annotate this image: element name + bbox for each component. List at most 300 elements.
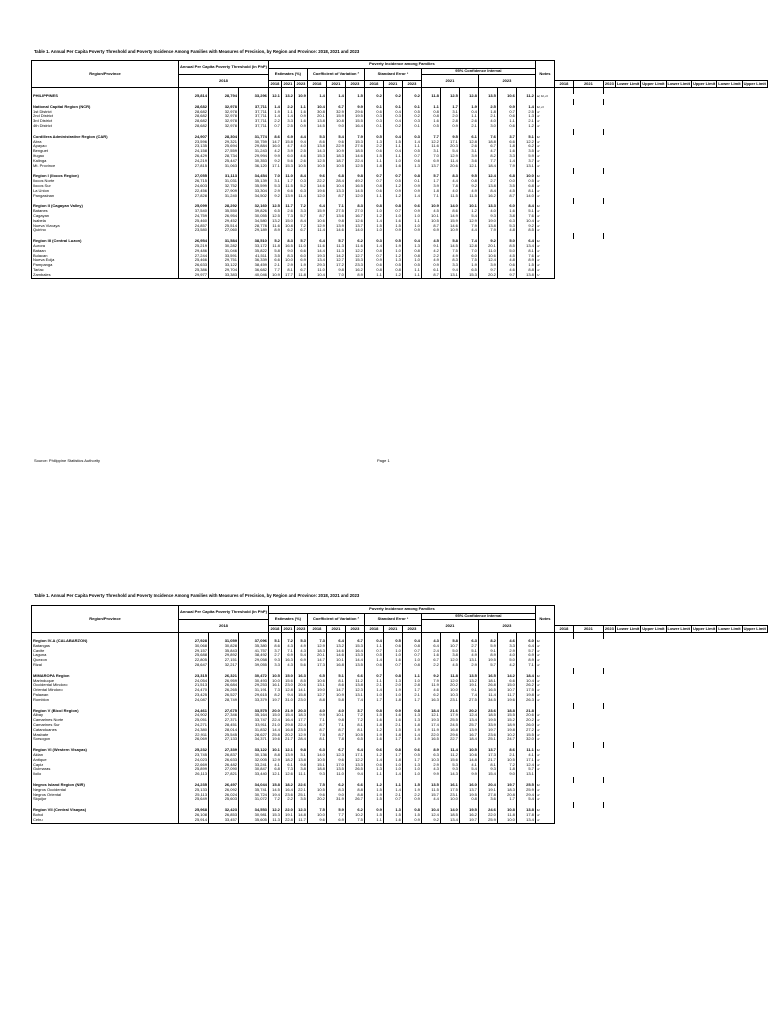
value-cell: 9.1 [421,244,440,249]
value-cell: 1.1 [402,268,421,273]
value-cell: 7.2 [268,797,281,802]
value-cell: 29,704 [208,268,238,273]
value-cell: 1.1 [364,194,383,199]
value-cell: 27,060 [208,228,238,233]
value-cell: 9.8 [294,763,307,768]
value-cell: 0.7 [497,110,516,115]
row-label: Aklan [32,753,179,758]
value-cell: 0.6 [402,748,421,753]
value-cell: 29,452 [208,219,238,224]
value-cell: 3.5 [497,184,516,189]
value-cell: 0.9 [421,263,440,268]
value-cell: 5.0 [497,658,516,663]
value-cell: 31,584 [208,239,238,244]
value-cell: 16.8 [440,728,459,733]
value-cell: 1.5 [345,94,364,99]
value-cell: 16.0 [268,144,281,149]
value-cell: 26.7 [345,797,364,802]
row-label: Negros Occidental [32,788,179,793]
poverty-table [31,60,768,279]
value-cell: 23,135 [179,144,209,149]
value-cell: 17.2 [326,263,345,268]
row-label: Capiz [32,763,179,768]
value-cell: 13.8 [478,184,497,189]
value-cell: 6.7 [326,748,345,753]
row-label: Cavite [32,649,179,654]
notes-cell: d/ [535,254,554,259]
value-cell: 13.7 [345,224,364,229]
value-cell: 1.4 [364,244,383,249]
value-cell: 8.6 [326,683,345,688]
value-cell: 28,014 [208,728,238,733]
value-cell: 33,911 [238,723,268,728]
value-cell: 30,136 [238,753,268,758]
value-cell: 8.7 [307,214,326,219]
value-cell: 3.3 [440,263,459,268]
value-cell: 2.9 [497,649,516,654]
value-cell: 8.1 [345,723,364,728]
value-cell: 0.6 [364,748,383,753]
value-cell: 12.7 [345,254,364,259]
value-cell: 2.7 [268,653,281,658]
value-cell: 25,968 [179,808,209,813]
value-cell: 1.3 [402,713,421,718]
value-cell: 0.1 [402,179,421,184]
value-cell: 6.6 [345,674,364,679]
value-cell: 32,978 [208,110,238,115]
value-cell: 9.8 [326,219,345,224]
value-cell: 19.5 [478,718,497,723]
value-cell: 2.1 [268,263,281,268]
value-cell: 7.7 [326,813,345,818]
value-cell: 6.6 [497,140,516,145]
value-cell: 0.8 [402,663,421,668]
value-cell: 4.9 [294,644,307,649]
value-cell: 0.9 [294,124,307,129]
value-cell: 3.3 [497,154,516,159]
value-cell: 4.6 [294,154,307,159]
value-cell: 17.0 [326,763,345,768]
value-cell: 0.5 [383,179,402,184]
value-cell: 25,814 [179,94,209,99]
row-label: Masbate [32,733,179,738]
header-se-year: 2018 [554,81,573,88]
value-cell: 11.5 [281,184,294,189]
row-label: Romblon [32,698,179,703]
value-cell: 1.4 [402,140,421,145]
value-cell: 12.5 [345,164,364,169]
value-cell: 8.9 [516,258,535,263]
row-label: 3rd District [32,119,179,124]
value-cell: 7.5 [307,733,326,738]
value-cell: 24,023 [179,758,209,763]
value-cell: 1.5 [364,154,383,159]
value-cell: 18.9 [497,723,516,728]
value-cell: 1.0 [402,658,421,663]
value-cell: 4.6 [421,688,440,693]
value-cell: 14.7 [326,688,345,693]
value-cell: 28,627 [238,733,268,738]
row-label: Isabela [32,219,179,224]
value-cell: 14.4 [307,249,326,254]
value-cell: 38,492 [238,653,268,658]
value-cell: 7.9 [497,164,516,169]
value-cell: 25,545 [208,733,238,738]
value-cell: 29.3 [307,263,326,268]
value-cell: 29.6 [440,733,459,738]
value-cell: 5.2 [294,184,307,189]
value-cell: 20.6 [294,683,307,688]
notes-cell: b/ [535,273,554,278]
row-label: Cagayan [32,214,179,219]
header-se-year: 2021 [573,81,603,88]
value-cell: 19.5 [478,658,497,663]
value-cell: 1.6 [383,219,402,224]
row-label: Mt. Province [32,164,179,169]
value-cell: 26.2 [516,683,535,688]
value-cell: 29,892 [208,653,238,658]
value-cell: 3.7 [516,159,535,164]
value-cell: 19.7 [268,698,281,703]
value-cell: 20.1 [478,244,497,249]
value-cell: 24,219 [179,159,209,164]
value-cell: 8.3 [440,174,459,179]
value-cell: 16.1 [268,683,281,688]
value-cell: 4.2 [421,249,440,254]
value-cell: 8.1 [516,249,535,254]
value-cell: 5.3 [268,184,281,189]
value-cell: 1.6 [294,110,307,115]
value-cell: 29,615 [238,693,268,698]
value-cell: 10.8 [497,808,516,813]
notes-cell: d/ [535,219,554,224]
value-cell: 7.1 [516,663,535,668]
value-cell: 13.4 [516,244,535,249]
value-cell: 4.0 [478,209,497,214]
notes-cell: d/ [535,653,554,658]
table-title: Table 1. Annual Per Capita Poverty Threshold and Poverty Incidence Among Families with Measures of Precision, by Region and Province: 2018, 2021 and 2023 [34,49,360,54]
value-cell: 11.6 [268,224,281,229]
value-cell: 32.0 [516,737,535,742]
value-cell: 1.8 [364,723,383,728]
value-cell: 3.9 [281,149,294,154]
value-cell: 8.3 [440,258,459,263]
value-cell: 13.2 [326,644,345,649]
value-cell: 1.5 [402,783,421,788]
value-cell: 2.5 [516,110,535,115]
value-cell: 27,815 [179,164,209,169]
value-cell: 27.2 [516,728,535,733]
value-cell: 20.2 [516,718,535,723]
value-cell: 10.5 [459,748,478,753]
row-label: Bataan [32,249,179,254]
value-cell: 5.4 [516,797,535,802]
value-cell: 0.4 [383,135,402,140]
header-cv-year: 2018 [364,626,383,633]
value-cell: 12.9 [440,154,459,159]
value-cell: 3.1 [459,149,478,154]
value-cell: 18.3 [294,713,307,718]
value-cell: 6.4 [307,239,326,244]
value-cell: 21.6 [440,709,459,714]
value-cell: 9.3 [478,214,497,219]
row-label: Catanduanes [32,728,179,733]
value-cell: 14.4 [345,658,364,663]
value-cell: 34,580 [238,219,268,224]
value-cell: 6.9 [294,258,307,263]
value-cell: 14.2 [326,254,345,259]
value-cell: 16.4 [345,124,364,129]
value-cell: 27,055 [179,174,209,179]
value-cell: 5.4 [459,767,478,772]
value-cell: 22,911 [179,733,209,738]
value-cell: 8.7 [497,194,516,199]
value-cell: 34,502 [238,194,268,199]
value-cell: 1.0 [402,258,421,263]
value-cell: 8.7 [326,733,345,738]
value-cell: 35,164 [238,713,268,718]
value-cell: 2.1 [364,683,383,688]
value-cell: 18.2 [281,758,294,763]
value-cell: 25.5 [516,783,535,788]
value-cell: 0.7 [364,179,383,184]
notes-cell: d/ [535,818,554,823]
value-cell: 18.3 [307,649,326,654]
value-cell: 6.9 [281,135,294,140]
value-cell: 0.3 [294,179,307,184]
value-cell: 0.5 [402,149,421,154]
notes-cell: d/ [535,733,554,738]
value-cell: 6.6 [268,258,281,263]
value-cell: 16.7 [345,214,364,219]
value-cell: 1.1 [364,772,383,777]
value-cell: 11.3 [326,244,345,249]
value-cell: 5.8 [268,249,281,254]
value-cell: 7.1 [421,194,440,199]
value-cell: 20.6 [516,713,535,718]
value-cell: 24,054 [179,679,209,684]
value-cell: 33,440 [238,772,268,777]
value-cell: 1.6 [421,653,440,658]
value-cell: 10.6 [459,753,478,758]
value-cell: 6.6 [281,189,294,194]
row-label: Region IV-A (CALABARZON) [32,639,179,644]
value-cell: 13.5 [421,783,440,788]
value-cell: 0.6 [364,763,383,768]
value-cell: 16.2 [478,194,497,199]
value-cell: 1.3 [402,164,421,169]
value-cell: 27,151 [208,658,238,663]
value-cell: 1.2 [383,194,402,199]
value-cell: 7.5 [459,258,478,263]
value-cell: 13.1 [516,772,535,777]
value-cell: 9.2 [268,159,281,164]
value-cell: 25.1 [294,793,307,798]
value-cell: 5.7 [516,649,535,654]
value-cell: 1.6 [497,209,516,214]
value-cell: 7.7 [268,268,281,273]
value-cell: 10.4 [516,679,535,684]
value-cell: 27,133 [208,737,238,742]
value-cell: 0.7 [383,174,402,179]
value-cell: 1.1 [402,219,421,224]
value-cell: 1.6 [383,818,402,823]
notes-cell: d/ [535,114,554,119]
notes-cell: d/ [535,263,554,268]
value-cell: 1.2 [364,753,383,758]
value-cell: 11.8 [421,94,440,99]
row-label: Zambales [32,273,179,278]
value-cell: 2.2 [402,793,421,798]
value-cell: 0.3 [364,239,383,244]
header-notes: Notes [535,606,554,633]
notes-cell: b/ [535,674,554,679]
notes-cell: d/ [535,224,554,229]
value-cell: 3.5 [294,797,307,802]
value-cell: 7.9 [478,228,497,233]
value-cell: 25,688 [179,653,209,658]
value-cell: 3.9 [478,263,497,268]
value-cell: 0.1 [402,124,421,129]
value-cell: 13.8 [307,119,326,124]
value-cell: 0.5 [421,124,440,129]
value-cell: 15.5 [497,713,516,718]
value-cell: 9.6 [326,758,345,763]
header-se: Standard Error ³ [364,614,421,626]
value-cell: 1.8 [364,164,383,169]
value-cell: 14.0 [307,753,326,758]
value-cell: 0.9 [402,189,421,194]
value-cell: 9.3 [307,772,326,777]
value-cell: 31,191 [238,688,268,693]
notes-cell: d/ [535,663,554,668]
value-cell: 6.5 [345,737,364,742]
value-cell: 1.1 [281,110,294,115]
value-cell: 5.8 [440,639,459,644]
value-cell: 1.1 [459,114,478,119]
value-cell: 13.8 [307,144,326,149]
value-cell: 13.3 [478,204,497,209]
value-cell: 14.6 [307,184,326,189]
value-cell: 37,711 [238,124,268,129]
value-cell: 12.4 [516,763,535,768]
value-cell: 6.7 [326,105,345,110]
value-cell: 8.6 [440,209,459,214]
value-cell: 35,605 [238,818,268,823]
value-cell: 28,682 [179,110,209,115]
notes-cell: d/ [535,209,554,214]
value-cell: 8.8 [345,793,364,798]
value-cell: 15.0 [281,674,294,679]
value-cell: 2.1 [383,793,402,798]
value-cell: 14.3 [307,149,326,154]
row-label: Palawan [32,693,179,698]
value-cell: 5.7 [478,663,497,668]
row-label: Nueva Vizcaya [32,224,179,229]
value-cell: 0.6 [364,189,383,194]
value-cell: 18.5 [440,813,459,818]
value-cell: 2.6 [459,119,478,124]
value-cell: 9.0 [497,772,516,777]
value-cell: 12.9 [459,219,478,224]
value-cell: 7.1 [326,723,345,728]
header-estimate-year: 2023 [345,626,364,633]
value-cell: 0.6 [364,149,383,154]
value-cell: 0.7 [383,663,402,668]
value-cell: 15.4 [281,713,294,718]
value-cell: 29,321 [208,140,238,145]
value-cell: 16.0 [459,783,478,788]
value-cell: 2.9 [281,263,294,268]
value-cell: 10.7 [440,644,459,649]
notes-cell: b/ [535,135,554,140]
value-cell: 26.3 [516,698,535,703]
value-cell: 8.7 [307,723,326,728]
value-cell: 1.5 [383,728,402,733]
row-label: Quirino [32,228,179,233]
value-cell: 1.9 [459,263,478,268]
row-label: Nueva Ecija [32,258,179,263]
row-label: Region VII (Central Visayas) [32,808,179,813]
value-cell: 2.4 [421,649,440,654]
notes-cell: b/, c/ [535,105,554,110]
value-cell: 2.0 [440,114,459,119]
value-cell: 16.2 [459,813,478,818]
notes-cell: d/ [535,164,554,169]
value-cell: 20.2 [307,797,326,802]
value-cell: 27,346 [208,713,238,718]
value-cell: 0.8 [402,174,421,179]
value-cell: 1.9 [364,733,383,738]
value-cell: 29,884 [238,144,268,149]
value-cell: 6.2 [326,783,345,788]
value-cell: 6.7 [294,268,307,273]
value-cell: 2.2 [421,663,440,668]
value-cell: 9.2 [459,184,478,189]
value-cell: 0.2 [383,124,402,129]
value-cell: 19.5 [459,808,478,813]
header-upper-limit: Upper Limit [692,625,716,631]
value-cell: 24,857 [179,224,209,229]
value-cell: 28,734 [208,154,238,159]
value-cell: 0.8 [402,709,421,714]
value-cell: 1.4 [364,688,383,693]
value-cell: 15.8 [294,693,307,698]
value-cell: 3.0 [478,124,497,129]
value-cell: 8.6 [497,748,516,753]
value-cell: 2.2 [364,144,383,149]
value-cell: 33,122 [208,263,238,268]
value-cell: 8.3 [281,239,294,244]
row-label: Antique [32,758,179,763]
notes-cell: d/ [535,698,554,703]
notes-cell: d/ [535,813,554,818]
value-cell: 8.1 [345,728,364,733]
value-cell: 11.4 [307,228,326,233]
value-cell: 4.9 [421,258,440,263]
value-cell: 26,321 [208,674,238,679]
value-cell: 20.1 [307,653,326,658]
value-cell: 4.0 [497,653,516,658]
value-cell: 5.3 [497,224,516,229]
value-cell: 8.5 [294,679,307,684]
value-cell: 12.4 [421,813,440,818]
value-cell: 8.7 [307,728,326,733]
value-cell: 7.3 [281,214,294,219]
value-cell: 24,461 [179,709,209,714]
value-cell: 1.9 [268,110,281,115]
value-cell: 0.8 [364,268,383,273]
